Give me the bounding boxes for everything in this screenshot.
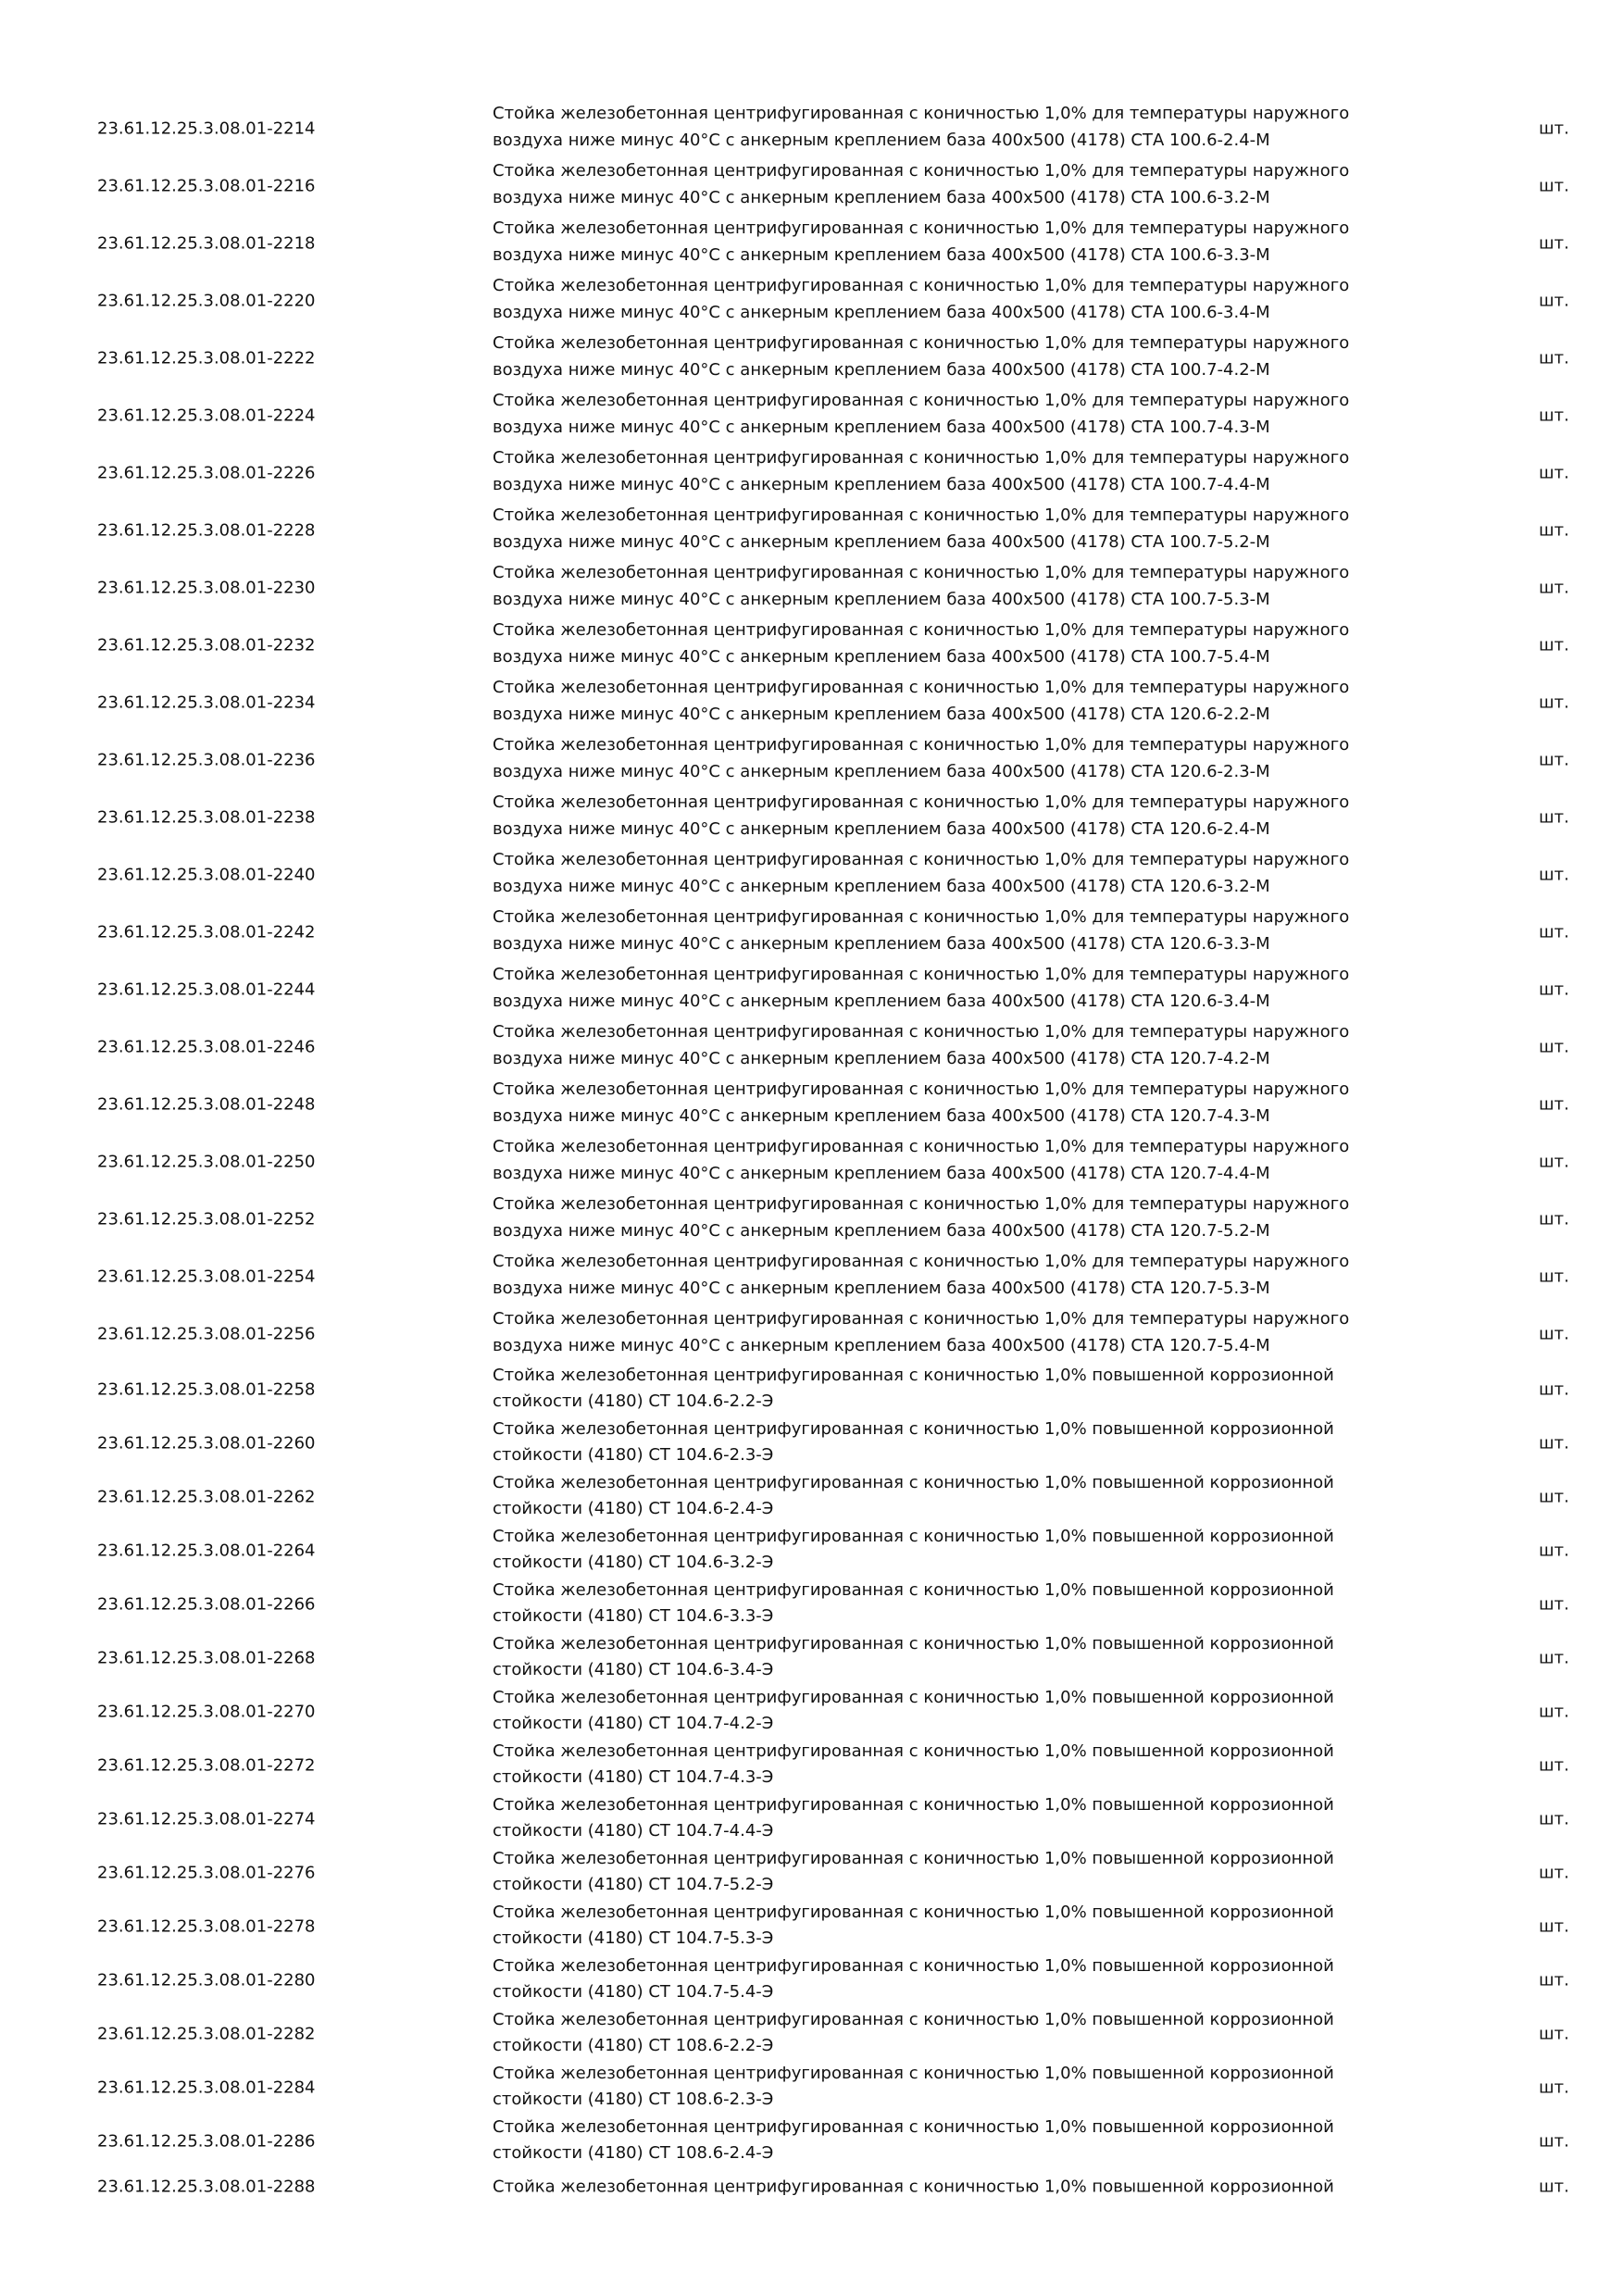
item-description-line1: Стойка железобетонная центрифугированная с коничностью 1,0% для температуры наружного (493, 1022, 1350, 1042)
item-unit: шт. (1539, 1755, 1569, 1776)
item-description (493, 330, 1418, 383)
item-description-line1: Стойка железобетонная центрифугированная с коничностью 1,0% повышенной коррозионной (493, 1795, 1334, 1815)
item-description (493, 2174, 1418, 2201)
item-description-line2: стойкости (4180) СТ 104.6-2.2-Э (493, 1391, 774, 1411)
item-description-line2: стойкости (4180) СТ 108.6-2.3-Э (493, 2090, 774, 2109)
item-unit: шт. (1539, 233, 1569, 254)
item-code: 23.61.12.25.3.08.01-2242 (97, 922, 316, 942)
item-description-line1: Стойка железобетонная центрифугированная с коничностью 1,0% для температуры наружного (493, 276, 1350, 295)
item-description (493, 2115, 1418, 2166)
item-description (493, 444, 1418, 498)
table-row (0, 789, 1624, 846)
item-description-line2: воздуха ниже минус 40°С с анкерным креплением база 400х500 (4178) СТА 120.6-3.3-М (493, 934, 1270, 954)
item-unit: шт. (1539, 635, 1569, 655)
table-row (0, 157, 1624, 215)
item-code: 23.61.12.25.3.08.01-2282 (97, 2024, 316, 2044)
item-description-line1: Стойка железобетонная центрифугированная с коничностью 1,0% повышенной коррозионной (493, 1634, 1334, 1653)
table-row (0, 1018, 1624, 1076)
item-description (493, 1248, 1418, 1302)
item-description (493, 1363, 1418, 1415)
item-description-line2: стойкости (4180) СТ 108.6-2.2-Э (493, 2036, 774, 2055)
item-description-line1: Стойка железобетонная центрифугированная с коничностью 1,0% для температуры наружного (493, 907, 1350, 927)
item-code: 23.61.12.25.3.08.01-2284 (97, 2078, 316, 2098)
item-description-line2: воздуха ниже минус 40°С с анкерным креплением база 400х500 (4178) СТА 120.6-2.4-М (493, 819, 1270, 839)
item-description-line1: Стойка железобетонная центрифугированная с коничностью 1,0% для температуры наружного (493, 161, 1350, 181)
item-description-line2: воздуха ниже минус 40°С с анкерным креплением база 400х500 (4178) СТА 100.6-2.4-М (493, 131, 1270, 150)
item-description-line1: Стойка железобетонная центрифугированная с коничностью 1,0% для температуры наружного (493, 1194, 1350, 1214)
item-description-line2: стойкости (4180) СТ 104.7-5.4-Э (493, 1982, 774, 2002)
item-description-line2: стойкости (4180) СТ 104.7-5.3-Э (493, 1928, 774, 1948)
table-row (0, 2168, 1624, 2205)
item-description (493, 1133, 1418, 1187)
item-description-line1: Стойка железобетонная центрифугированная с коничностью 1,0% повышенной коррозионной (493, 1419, 1334, 1439)
item-description (493, 617, 1418, 670)
table-row (0, 1191, 1624, 1248)
item-code: 23.61.12.25.3.08.01-2268 (97, 1648, 316, 1668)
item-unit: шт. (1539, 348, 1569, 368)
item-unit: шт. (1539, 2131, 1569, 2152)
item-description (493, 846, 1418, 900)
item-code: 23.61.12.25.3.08.01-2222 (97, 348, 316, 368)
item-description (493, 1792, 1418, 1844)
item-unit: шт. (1539, 1809, 1569, 1829)
item-description-line1: Стойка железобетонная центрифугированная с коничностью 1,0% повышенной коррозионной (493, 2064, 1334, 2083)
item-description (493, 1846, 1418, 1898)
item-description-line1: Стойка железобетонная центрифугированная с коничностью 1,0% повышенной коррозионной (493, 1527, 1334, 1546)
table-row (0, 1305, 1624, 1363)
item-description (493, 215, 1418, 268)
item-code: 23.61.12.25.3.08.01-2216 (97, 176, 316, 196)
item-code: 23.61.12.25.3.08.01-2244 (97, 980, 316, 1000)
item-description-line1: Стойка железобетонная центрифугированная с коничностью 1,0% для температуры наружного (493, 850, 1350, 869)
item-description-line2: стойкости (4180) СТ 104.7-4.3-Э (493, 1767, 774, 1787)
item-code: 23.61.12.25.3.08.01-2278 (97, 1916, 316, 1937)
item-unit: шт. (1539, 2024, 1569, 2044)
table-row (0, 1248, 1624, 1305)
item-unit: шт. (1539, 406, 1569, 426)
item-description (493, 961, 1418, 1015)
table-row (0, 1792, 1624, 1846)
table-row (0, 617, 1624, 674)
table-row (0, 1631, 1624, 1685)
item-description-line2: воздуха ниже минус 40°С с анкерным креплением база 400х500 (4178) СТА 100.7-5.3-М (493, 590, 1270, 609)
item-unit: шт. (1539, 1209, 1569, 1229)
item-code: 23.61.12.25.3.08.01-2248 (97, 1094, 316, 1115)
item-description-line2: воздуха ниже минус 40°С с анкерным креплением база 400х500 (4178) СТА 120.7-4.2-М (493, 1049, 1270, 1068)
item-description (493, 1018, 1418, 1072)
item-code: 23.61.12.25.3.08.01-2252 (97, 1209, 316, 1229)
table-row (0, 1416, 1624, 1470)
item-unit: шт. (1539, 1594, 1569, 1615)
table-row (0, 1133, 1624, 1191)
item-description-line2: стойкости (4180) СТ 104.6-2.3-Э (493, 1445, 774, 1465)
item-description-line2: стойкости (4180) СТ 108.6-2.4-Э (493, 2143, 774, 2163)
item-unit: шт. (1539, 865, 1569, 885)
item-description-line1: Стойка железобетонная центрифугированная с коничностью 1,0% повышенной коррозионной (493, 2117, 1334, 2137)
item-description-line1: Стойка железобетонная центрифугированная с коничностью 1,0% повышенной коррозионной (493, 1903, 1334, 1922)
item-code: 23.61.12.25.3.08.01-2258 (97, 1379, 316, 1400)
item-description-line1: Стойка железобетонная центрифугированная с коничностью 1,0% для температуры наружного (493, 218, 1350, 238)
item-code: 23.61.12.25.3.08.01-2288 (97, 2177, 316, 2197)
price-list-table (0, 100, 1624, 2205)
item-description (493, 157, 1418, 211)
item-unit: шт. (1539, 463, 1569, 483)
item-code: 23.61.12.25.3.08.01-2280 (97, 1970, 316, 1990)
item-code: 23.61.12.25.3.08.01-2260 (97, 1433, 316, 1454)
item-description-line1: Стойка железобетонная центрифугированная с коничностью 1,0% для температуры наружного (493, 792, 1350, 812)
item-description-line1: Стойка железобетонная центрифугированная с коничностью 1,0% повышенной коррозионной (493, 1956, 1334, 1976)
item-description-line1: Стойка железобетонная центрифугированная с коничностью 1,0% для температуры наружного (493, 448, 1350, 468)
item-description-line2: воздуха ниже минус 40°С с анкерным креплением база 400х500 (4178) СТА 120.7-5.4-М (493, 1336, 1270, 1355)
item-description-line2: воздуха ниже минус 40°С с анкерным креплением база 400х500 (4178) СТА 120.6-3.4-М (493, 992, 1270, 1011)
item-unit: шт. (1539, 1094, 1569, 1115)
item-description-line1: Стойка железобетонная центрифугированная с коничностью 1,0% повышенной коррозионной (493, 1741, 1334, 1761)
item-description-line1: Стойка железобетонная центрифугированная с коничностью 1,0% для температуры наружного (493, 1079, 1350, 1099)
item-description (493, 674, 1418, 728)
item-description-line2: воздуха ниже минус 40°С с анкерным креплением база 400х500 (4178) СТА 100.6-3.2-М (493, 188, 1270, 207)
item-description-line1: Стойка железобетонная центрифугированная с коничностью 1,0% для температуры наружного (493, 1252, 1350, 1271)
item-description-line1: Стойка железобетонная центрифугированная с коничностью 1,0% повышенной коррозионной (493, 2177, 1334, 2197)
item-description-line2: воздуха ниже минус 40°С с анкерным креплением база 400х500 (4178) СТА 120.7-4.3-М (493, 1106, 1270, 1126)
item-description-line1: Стойка железобетонная центрифугированная с коничностью 1,0% повышенной коррозионной (493, 1580, 1334, 1600)
item-code: 23.61.12.25.3.08.01-2256 (97, 1324, 316, 1344)
table-row (0, 731, 1624, 789)
item-code: 23.61.12.25.3.08.01-2236 (97, 750, 316, 770)
item-description-line1: Стойка железобетонная центрифугированная с коничностью 1,0% повышенной коррозионной (493, 1473, 1334, 1492)
item-unit: шт. (1539, 693, 1569, 713)
table-row (0, 1900, 1624, 1953)
item-description-line2: воздуха ниже минус 40°С с анкерным креплением база 400х500 (4178) СТА 100.7-5.4-М (493, 647, 1270, 667)
item-unit: шт. (1539, 578, 1569, 598)
item-description-line2: стойкости (4180) СТ 104.7-4.2-Э (493, 1714, 774, 1733)
item-description-line2: стойкости (4180) СТ 104.6-3.3-Э (493, 1606, 774, 1626)
item-description (493, 1739, 1418, 1791)
item-description-line2: стойкости (4180) СТ 104.6-3.2-Э (493, 1553, 774, 1572)
item-description (493, 502, 1418, 555)
table-row (0, 846, 1624, 904)
item-code: 23.61.12.25.3.08.01-2262 (97, 1487, 316, 1507)
item-code: 23.61.12.25.3.08.01-2272 (97, 1755, 316, 1776)
table-row (0, 1470, 1624, 1524)
table-row (0, 2007, 1624, 2061)
item-description-line1: Стойка железобетонная центрифугированная с коничностью 1,0% повышенной коррозионной (493, 1849, 1334, 1868)
item-code: 23.61.12.25.3.08.01-2220 (97, 291, 316, 311)
table-row (0, 1685, 1624, 1739)
table-row (0, 1363, 1624, 1416)
table-row (0, 1524, 1624, 1578)
item-code: 23.61.12.25.3.08.01-2218 (97, 233, 316, 254)
item-description (493, 272, 1418, 326)
item-description (493, 1076, 1418, 1129)
item-unit: шт. (1539, 1970, 1569, 1990)
item-description-line2: воздуха ниже минус 40°С с анкерным креплением база 400х500 (4178) СТА 120.6-2.3-М (493, 762, 1270, 781)
item-unit: шт. (1539, 1152, 1569, 1172)
item-unit: шт. (1539, 119, 1569, 139)
item-description-line2: воздуха ниже минус 40°С с анкерным креплением база 400х500 (4178) СТА 120.6-3.2-М (493, 877, 1270, 896)
item-code: 23.61.12.25.3.08.01-2224 (97, 406, 316, 426)
item-description-line1: Стойка железобетонная центрифугированная с коничностью 1,0% для температуры наружного (493, 620, 1350, 640)
table-row (0, 444, 1624, 502)
table-row (0, 559, 1624, 617)
item-unit: шт. (1539, 1037, 1569, 1057)
item-description-line2: воздуха ниже минус 40°С с анкерным креплением база 400х500 (4178) СТА 100.7-4.2-М (493, 360, 1270, 380)
item-code: 23.61.12.25.3.08.01-2228 (97, 520, 316, 541)
item-description-line1: Стойка железобетонная центрифугированная с коничностью 1,0% повышенной коррозионной (493, 1366, 1334, 1385)
item-unit: шт. (1539, 922, 1569, 942)
item-description (493, 1416, 1418, 1468)
item-description-line1: Стойка железобетонная центрифугированная с коничностью 1,0% повышенной коррозионной (493, 1688, 1334, 1707)
item-description-line2: воздуха ниже минус 40°С с анкерным креплением база 400х500 (4178) СТА 120.7-5.2-М (493, 1221, 1270, 1241)
table-row (0, 674, 1624, 731)
item-description (493, 1953, 1418, 2005)
item-description (493, 1524, 1418, 1576)
table-row (0, 961, 1624, 1018)
item-description-line2: стойкости (4180) СТ 104.6-2.4-Э (493, 1499, 774, 1518)
item-code: 23.61.12.25.3.08.01-2240 (97, 865, 316, 885)
table-row (0, 904, 1624, 961)
item-unit: шт. (1539, 291, 1569, 311)
item-description-line2: воздуха ниже минус 40°С с анкерным креплением база 400х500 (4178) СТА 100.6-3.3-М (493, 245, 1270, 265)
item-code: 23.61.12.25.3.08.01-2266 (97, 1594, 316, 1615)
table-row (0, 387, 1624, 444)
item-unit: шт. (1539, 520, 1569, 541)
table-row (0, 1578, 1624, 1631)
item-description-line2: воздуха ниже минус 40°С с анкерным креплением база 400х500 (4178) СТА 100.6-3.4-М (493, 303, 1270, 322)
item-description (493, 904, 1418, 957)
item-description-line1: Стойка железобетонная центрифугированная с коничностью 1,0% для температуры наружного (493, 333, 1350, 353)
item-unit: шт. (1539, 807, 1569, 828)
item-description (493, 1470, 1418, 1522)
item-description-line1: Стойка железобетонная центрифугированная с коничностью 1,0% для температуры наружного (493, 965, 1350, 984)
item-description-line2: воздуха ниже минус 40°С с анкерным креплением база 400х500 (4178) СТА 100.7-4.3-М (493, 418, 1270, 437)
item-description (493, 387, 1418, 441)
item-unit: шт. (1539, 1648, 1569, 1668)
item-description (493, 100, 1418, 154)
table-row (0, 330, 1624, 387)
item-description-line2: стойкости (4180) СТ 104.6-3.4-Э (493, 1660, 774, 1679)
item-description-line2: воздуха ниже минус 40°С с анкерным креплением база 400х500 (4178) СТА 100.7-4.4-М (493, 475, 1270, 494)
item-unit: шт. (1539, 1324, 1569, 1344)
table-row (0, 1846, 1624, 1900)
item-description (493, 1685, 1418, 1737)
table-row (0, 2061, 1624, 2115)
item-description (493, 1191, 1418, 1244)
item-description (493, 731, 1418, 785)
table-row (0, 2115, 1624, 2168)
item-unit: шт. (1539, 1541, 1569, 1561)
item-code: 23.61.12.25.3.08.01-2246 (97, 1037, 316, 1057)
item-unit: шт. (1539, 2078, 1569, 2098)
table-row (0, 100, 1624, 157)
item-description-line1: Стойка железобетонная центрифугированная с коничностью 1,0% для температуры наружного (493, 563, 1350, 582)
item-unit: шт. (1539, 1702, 1569, 1722)
item-code: 23.61.12.25.3.08.01-2230 (97, 578, 316, 598)
item-description-line1: Стойка железобетонная центрифугированная с коничностью 1,0% для температуры наружного (493, 1309, 1350, 1329)
item-unit: шт. (1539, 2177, 1569, 2197)
item-unit: шт. (1539, 1487, 1569, 1507)
item-description (493, 1900, 1418, 1952)
item-description-line2: стойкости (4180) СТ 104.7-5.2-Э (493, 1875, 774, 1894)
item-description (493, 789, 1418, 842)
item-description-line2: воздуха ниже минус 40°С с анкерным креплением база 400х500 (4178) СТА 120.6-2.2-М (493, 705, 1270, 724)
table-row (0, 272, 1624, 330)
item-description (493, 2007, 1418, 2059)
item-description-line1: Стойка железобетонная центрифугированная с коничностью 1,0% для температуры наружного (493, 735, 1350, 755)
item-unit: шт. (1539, 1379, 1569, 1400)
item-description (493, 559, 1418, 613)
item-code: 23.61.12.25.3.08.01-2286 (97, 2131, 316, 2152)
item-description-line1: Стойка железобетонная центрифугированная с коничностью 1,0% для температуры наружного (493, 678, 1350, 697)
item-description-line1: Стойка железобетонная центрифугированная с коничностью 1,0% для температуры наружного (493, 505, 1350, 525)
item-code: 23.61.12.25.3.08.01-2234 (97, 693, 316, 713)
item-description (493, 1305, 1418, 1359)
item-description (493, 1578, 1418, 1629)
item-description-line2: воздуха ниже минус 40°С с анкерным креплением база 400х500 (4178) СТА 120.7-5.3-М (493, 1279, 1270, 1298)
item-description-line2: воздуха ниже минус 40°С с анкерным креплением база 400х500 (4178) СТА 120.7-4.4-М (493, 1164, 1270, 1183)
table-row (0, 502, 1624, 559)
table-row (0, 1739, 1624, 1792)
item-code: 23.61.12.25.3.08.01-2238 (97, 807, 316, 828)
item-unit: шт. (1539, 176, 1569, 196)
item-code: 23.61.12.25.3.08.01-2274 (97, 1809, 316, 1829)
table-row (0, 1953, 1624, 2007)
item-description-line2: стойкости (4180) СТ 104.7-4.4-Э (493, 1821, 774, 1841)
item-unit: шт. (1539, 1433, 1569, 1454)
item-unit: шт. (1539, 1863, 1569, 1883)
item-unit: шт. (1539, 980, 1569, 1000)
item-description-line1: Стойка железобетонная центрифугированная с коничностью 1,0% для температуры наружного (493, 104, 1350, 123)
item-unit: шт. (1539, 1916, 1569, 1937)
item-unit: шт. (1539, 750, 1569, 770)
item-code: 23.61.12.25.3.08.01-2232 (97, 635, 316, 655)
item-code: 23.61.12.25.3.08.01-2270 (97, 1702, 316, 1722)
item-description-line2: воздуха ниже минус 40°С с анкерным креплением база 400х500 (4178) СТА 100.7-5.2-М (493, 532, 1270, 552)
item-description-line1: Стойка железобетонная центрифугированная с коничностью 1,0% для температуры наружного (493, 1137, 1350, 1156)
item-unit: шт. (1539, 1267, 1569, 1287)
item-code: 23.61.12.25.3.08.01-2214 (97, 119, 316, 139)
item-description-line1: Стойка железобетонная центрифугированная с коничностью 1,0% повышенной коррозионной (493, 2010, 1334, 2029)
item-description (493, 1631, 1418, 1683)
item-code: 23.61.12.25.3.08.01-2264 (97, 1541, 316, 1561)
table-row (0, 1076, 1624, 1133)
table-row (0, 215, 1624, 272)
item-code: 23.61.12.25.3.08.01-2276 (97, 1863, 316, 1883)
item-code: 23.61.12.25.3.08.01-2226 (97, 463, 316, 483)
item-description (493, 2061, 1418, 2113)
item-description-line1: Стойка железобетонная центрифугированная с коничностью 1,0% для температуры наружного (493, 391, 1350, 410)
item-code: 23.61.12.25.3.08.01-2250 (97, 1152, 316, 1172)
item-code: 23.61.12.25.3.08.01-2254 (97, 1267, 316, 1287)
